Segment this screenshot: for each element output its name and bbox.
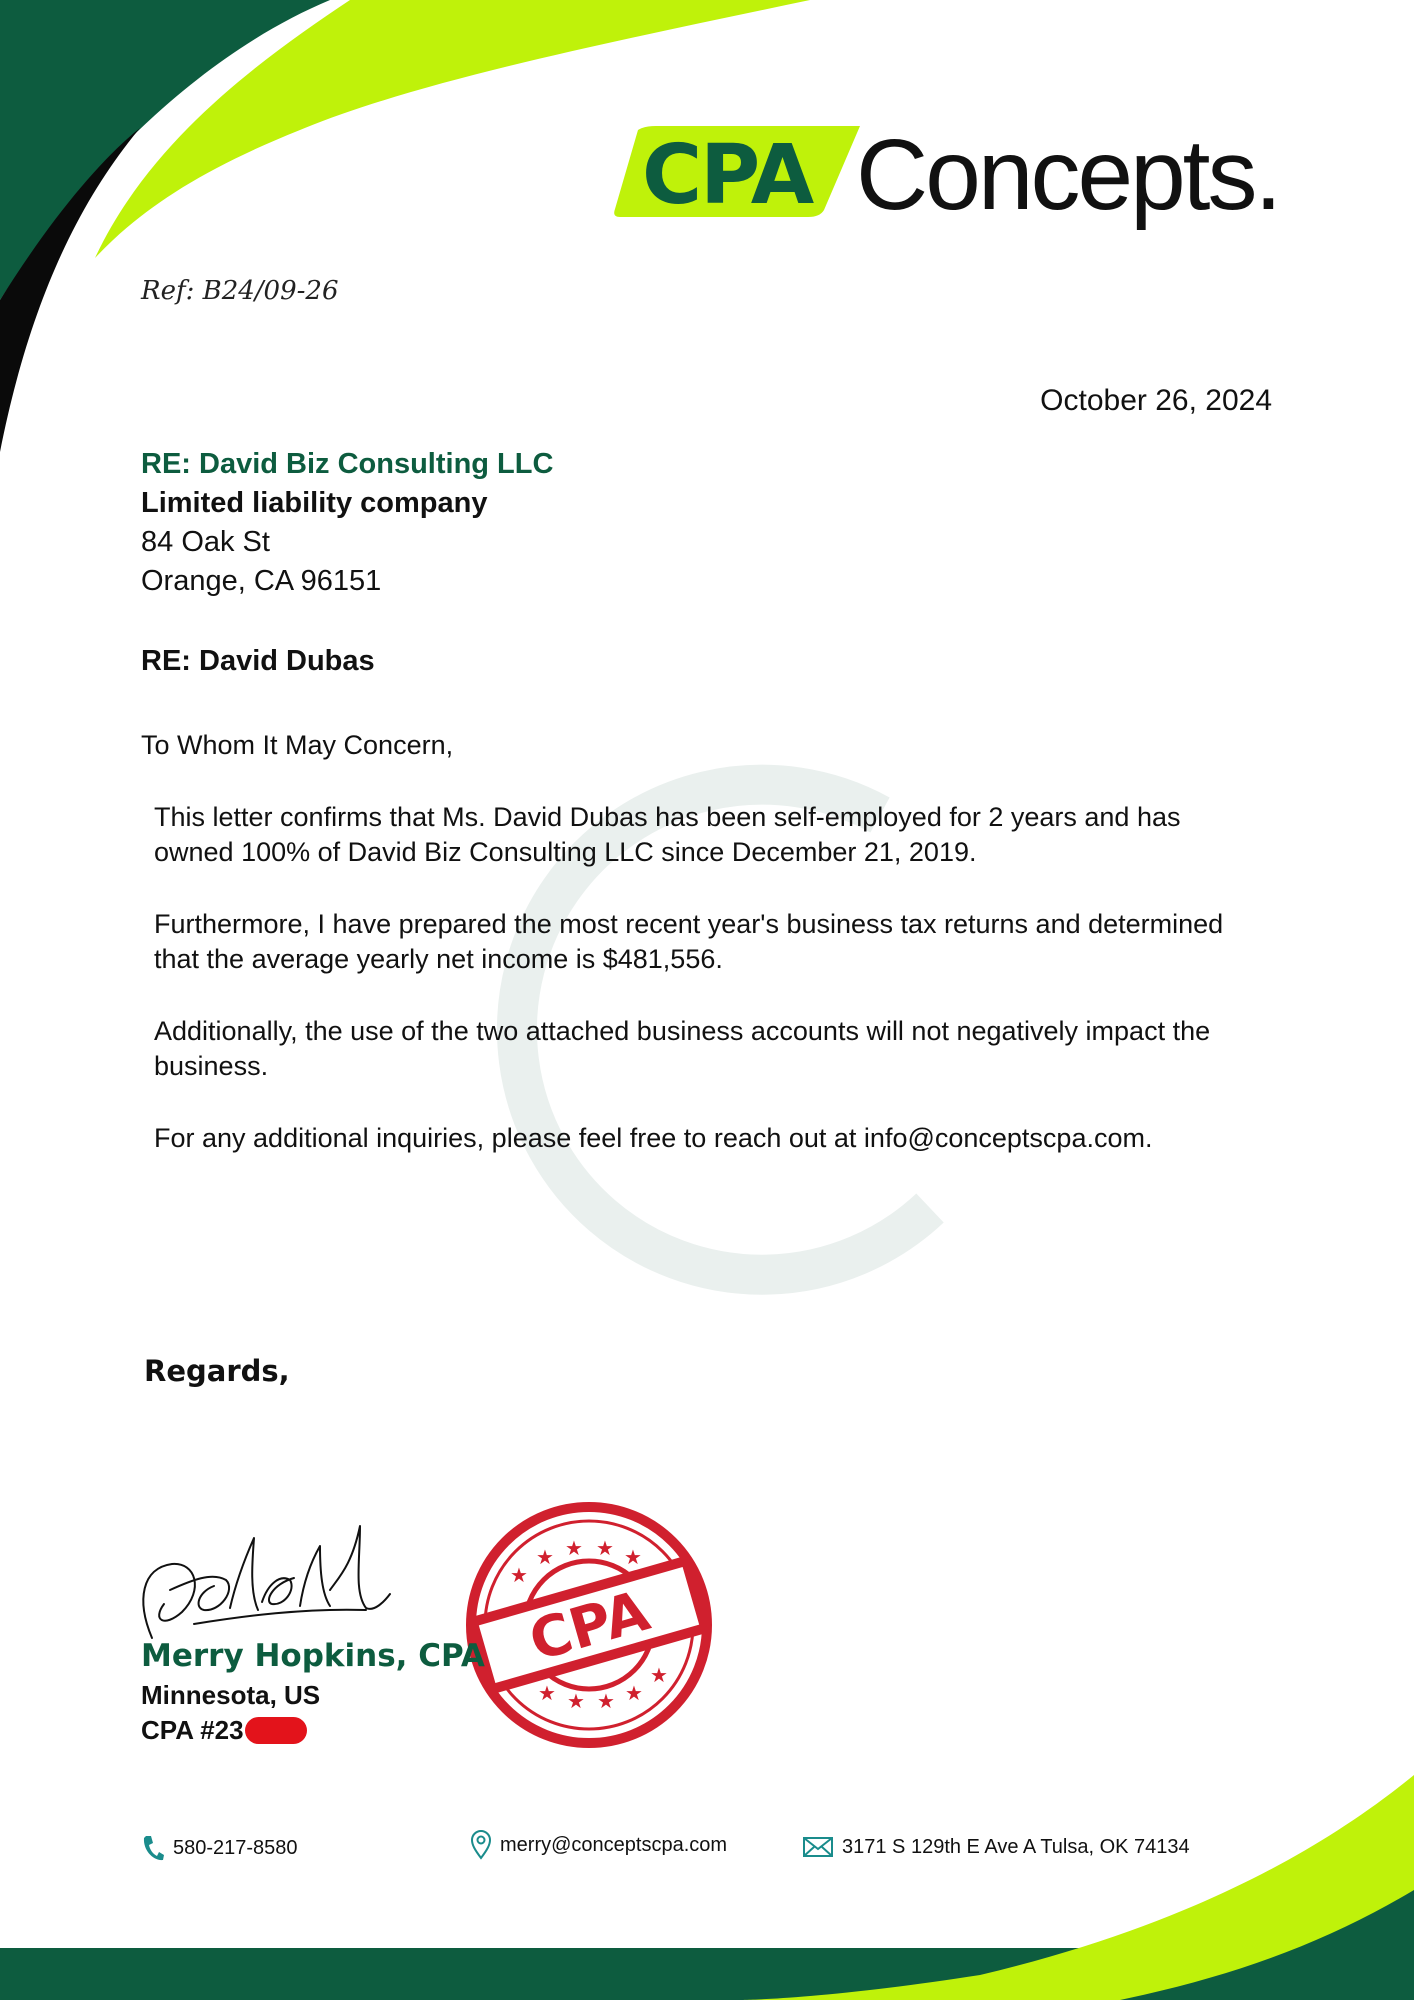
company-re-line: RE: David Biz Consulting LLC (141, 448, 554, 480)
salutation: To Whom It May Concern, (141, 730, 454, 760)
svg-text:★: ★ (536, 1545, 554, 1569)
svg-text:★: ★ (650, 1663, 668, 1687)
stamp-text: CPA (522, 1578, 657, 1675)
person-re-line: RE: David Dubas (141, 645, 375, 677)
signer-name: Merry Hopkins, CPA (141, 1638, 485, 1674)
reference-number: Ref: B24/09-26 (141, 276, 339, 306)
email-address: merry@conceptscpa.com (500, 1833, 728, 1856)
closing: Regards, (144, 1354, 290, 1388)
body-paragraph: Additionally, the use of the two attached business accounts will not negatively impact the business. (154, 1016, 1211, 1081)
svg-text:★: ★ (567, 1689, 585, 1713)
signer-cpa-number: CPA #23 (141, 1715, 244, 1745)
office-address: 3171 S 129th E Ave A Tulsa, OK 74134 (842, 1835, 1190, 1858)
svg-text:★: ★ (596, 1536, 614, 1560)
logo-wordmark: Concepts. (856, 119, 1280, 231)
address-line-1: 84 Oak St (141, 526, 270, 558)
logo-badge-text: CPA (642, 128, 813, 223)
company-type: Limited liability company (141, 487, 488, 519)
phone-number: 580-217-8580 (173, 1836, 298, 1859)
svg-text:★: ★ (624, 1545, 642, 1569)
svg-text:★: ★ (510, 1563, 528, 1587)
svg-text:★: ★ (625, 1681, 643, 1705)
signer-location: Minnesota, US (141, 1680, 321, 1710)
svg-text:★: ★ (538, 1681, 556, 1705)
body-paragraph: This letter confirms that Ms. David Dubas has been self-employed for 2 years and has owned 100% of David Biz Consulting LLC since December 21, 2019. (154, 802, 1181, 867)
svg-text:★: ★ (565, 1536, 583, 1560)
svg-text:★: ★ (597, 1689, 615, 1713)
letter-date: October 26, 2024 (1040, 384, 1272, 417)
body-paragraph: Furthermore, I have prepared the most recent year's business tax returns and determined that the average yearly net income is $481,556. (154, 909, 1224, 974)
address-line-2: Orange, CA 96151 (141, 565, 382, 597)
body-paragraph: For any additional inquiries, please feel free to reach out at info@conceptscpa.com. (154, 1123, 1153, 1153)
